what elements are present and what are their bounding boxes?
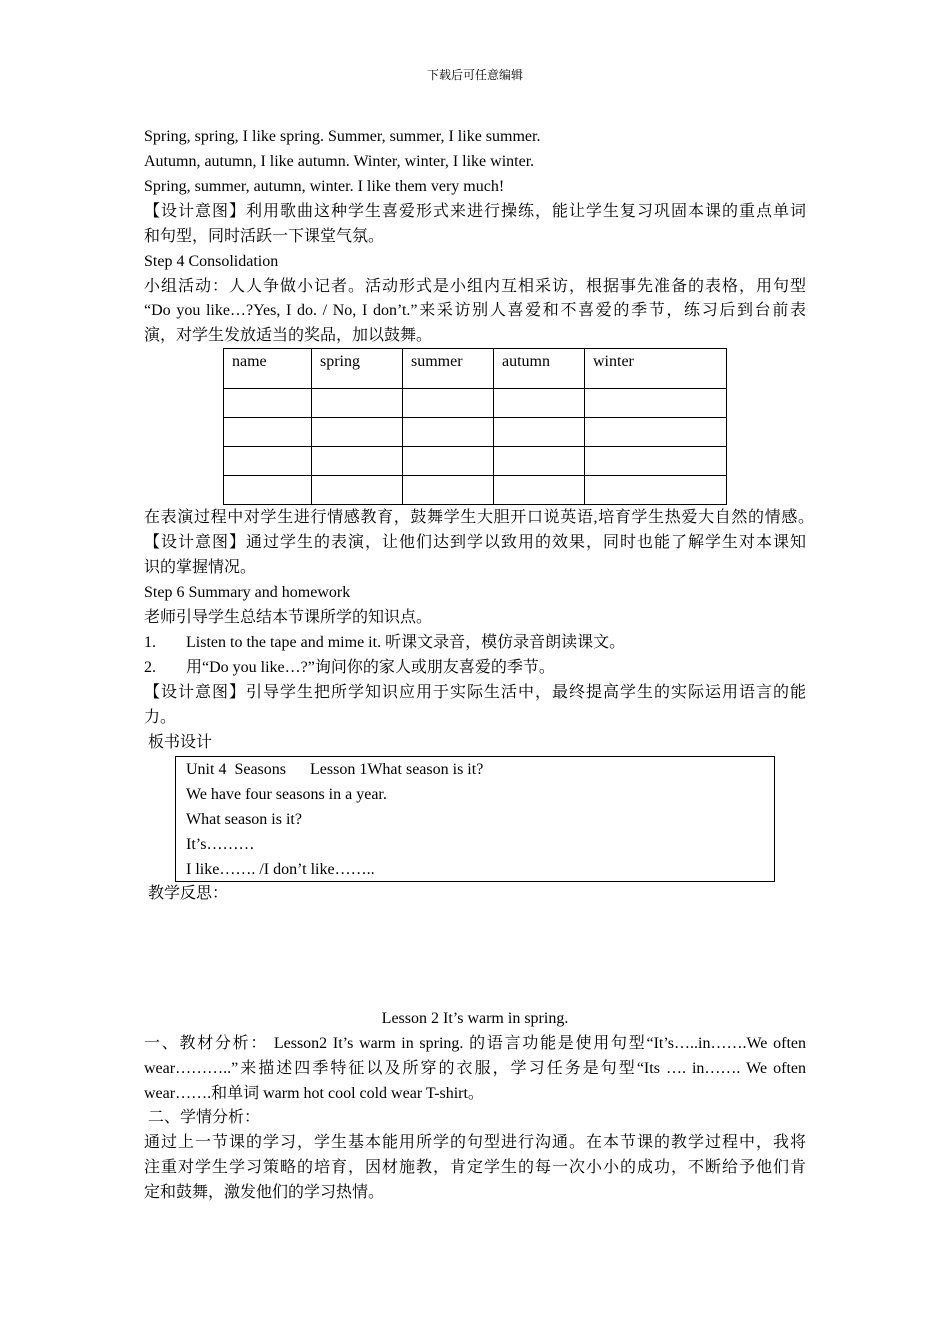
- header-note: 下载后可任意编辑: [426, 68, 523, 82]
- activity-text: “Do you like…?Yes, I do. / No, I don’t.”来采访别人喜爱和不喜爱的季节，练习后到台前表: [144, 302, 806, 319]
- design-intent: 识的掌握情况。: [144, 559, 257, 576]
- item-text: Listen to the tape and mime it. 听课文录音，模仿录音朗读课文。: [186, 634, 626, 651]
- activity-text: 小组活动：人人争做小记者。活动形式是小组内互相采访，根据事先准备的表格，用句型: [144, 278, 806, 295]
- board-line: What season is it?: [186, 811, 302, 828]
- reflection-label: 教学反思：: [144, 885, 229, 902]
- board-line: I like……. /I don’t like……..: [186, 861, 375, 878]
- board-title: 板书设计: [144, 734, 213, 751]
- homework-item: [144, 658, 806, 678]
- student-text: 通过上一节课的学习，学生基本能用所学的句型进行沟通。在本节课的教学过程中，我将: [144, 1134, 806, 1151]
- column-header: winter: [585, 349, 727, 389]
- survey-table: [223, 348, 727, 505]
- analysis-text: 一、教材分析： Lesson2 It’s warm in spring. 的语言功能是使用句型“It’s…..in…….We often: [144, 1035, 806, 1052]
- table-row: [224, 418, 727, 447]
- design-intent: 和句型，同时活跃一下课堂气氛。: [144, 228, 385, 245]
- emotion-text: 在表演过程中对学生进行情感教育，鼓舞学生大胆开口说英语,培育学生热爱大自然的情感。: [144, 509, 814, 526]
- step-heading: Step 6 Summary and homework: [144, 584, 351, 601]
- section-heading: 二、学情分析：: [144, 1109, 261, 1126]
- activity-text: 演，对学生发放适当的奖品，加以鼓舞。: [144, 327, 433, 344]
- student-text: 注重对学生学习策略的培育，因材施教，肯定学生的每一次小小的成功，不断给予他们肯: [144, 1159, 806, 1176]
- analysis-text: wear…….和单词 warm hot cool cold wear T-shirt。: [144, 1085, 484, 1102]
- item-number: 2.: [144, 659, 156, 676]
- song-line: Spring, spring, I like spring. Summer, summer, I like summer.: [144, 128, 541, 145]
- item-number: 1.: [144, 634, 156, 651]
- lesson-title: Lesson 2 It’s warm in spring.: [381, 1010, 569, 1027]
- analysis-text: wear………..”来描述四季特征以及所穿的衣服，学习任务是句型“Its …. in……. We often: [144, 1060, 806, 1077]
- design-intent: 【设计意图】通过学生的表演，让他们达到学以致用的效果，同时也能了解学生对本课知: [144, 534, 806, 551]
- board-design-box: [175, 756, 775, 882]
- column-header: spring: [312, 349, 403, 389]
- table-row: [224, 447, 727, 476]
- table-row: [224, 476, 727, 505]
- board-line: Unit 4 Seasons Lesson 1What season is it?: [186, 761, 484, 778]
- board-line: It’s………: [186, 836, 255, 853]
- step-heading: Step 4 Consolidation: [144, 253, 279, 270]
- design-intent: 【设计意图】利用歌曲这种学生喜爱形式来进行操练，能让学生复习巩固本课的重点单词: [144, 203, 806, 220]
- column-header: summer: [403, 349, 494, 389]
- board-line: We have four seasons in a year.: [186, 786, 387, 803]
- song-line: Autumn, autumn, I like autumn. Winter, winter, I like winter.: [144, 153, 535, 170]
- item-text: 用“Do you like…?”询问你的家人或朋友喜爱的季节。: [186, 659, 555, 676]
- column-header: autumn: [494, 349, 585, 389]
- column-header: name: [224, 349, 312, 389]
- design-intent: 力。: [144, 709, 177, 726]
- table-row: [224, 389, 727, 418]
- song-line: Spring, summer, autumn, winter. I like them very much!: [144, 178, 505, 195]
- student-text: 定和鼓舞，激发他们的学习热情。: [144, 1184, 385, 1201]
- homework-item: [144, 633, 806, 653]
- summary-text: 老师引导学生总结本节课所学的知识点。: [144, 609, 433, 626]
- design-intent: 【设计意图】引导学生把所学知识应用于实际生活中，最终提高学生的实际运用语言的能: [144, 684, 806, 701]
